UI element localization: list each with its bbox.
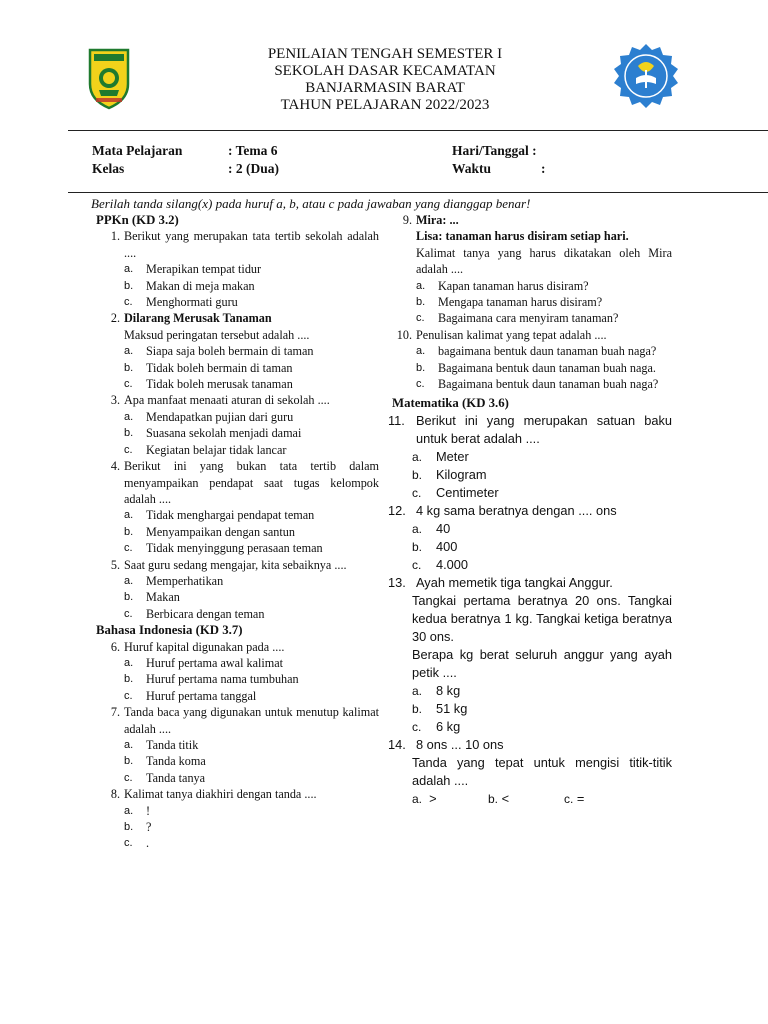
option-b[interactable]: b. Huruf pertama nama tumbuhan [124, 672, 299, 687]
option-text: . [146, 836, 150, 851]
option-c[interactable]: c. Huruf pertama tanggal [124, 688, 257, 703]
option-text: Siapa saja boleh bermain di taman [146, 344, 314, 359]
option-text: 6 kg [436, 718, 461, 734]
option-c[interactable]: c. Tidak boleh merusak tanaman [124, 377, 293, 392]
option-text: 8 kg [436, 682, 461, 698]
option-text: Bagaimana bentuk daun tanaman buah naga? [438, 377, 659, 392]
option-text: Tanda titik [146, 738, 199, 752]
option-text: 40 [436, 520, 451, 536]
option-text: Memperhatikan [146, 573, 224, 588]
question-text: Ayah memetik tiga tangkai Anggur. [416, 574, 613, 590]
option-c[interactable]: c. Berbicara dengan teman [124, 606, 265, 621]
question-number: 3. [110, 393, 120, 408]
option-b[interactable]: b. Menyampaikan dengan santun [124, 524, 295, 539]
option-a[interactable]: a. Merapikan tempat tidur [124, 262, 262, 277]
question-subtext: Tanda yang tepat untuk mengisi titik-titik adalah .... [412, 754, 672, 788]
question-text: Mira: ... [416, 213, 459, 227]
option-c[interactable]: c. Menghormati guru [124, 295, 238, 310]
option-text: Centimeter [436, 484, 499, 500]
question-number: 13. [388, 574, 406, 590]
exam-title [160, 46, 610, 114]
question-3 [96, 392, 379, 408]
option-b[interactable]: b. Bagaimana bentuk daun tanaman buah naga. [416, 360, 656, 375]
section-bahasa-indonesia: Bahasa Indonesia (KD 3.7) [96, 623, 243, 638]
option-text: Bagaimana cara menyiram tanaman? [438, 311, 619, 326]
option-text: Huruf pertama tanggal [146, 688, 257, 703]
option-text: bagaimana bentuk daun tanaman buah naga? [438, 344, 657, 359]
option-b[interactable]: b. 400 [412, 538, 458, 554]
question-14 [388, 736, 672, 754]
option-a[interactable]: a. Tidak menghargai pendapat teman [124, 508, 315, 523]
option-a[interactable]: a. Siapa saja boleh bermain di taman [124, 344, 314, 359]
option-b[interactable]: b. Tidak boleh bermain di taman [124, 360, 293, 375]
option-b[interactable]: b. Makan di meja makan [124, 278, 255, 293]
option-text: 51 kg [436, 700, 468, 716]
option-text: Kilogram [436, 466, 487, 482]
option-a[interactable]: a. Kapan tanaman harus disiram? [416, 278, 589, 293]
question-10 [388, 327, 672, 343]
question-12 [388, 502, 672, 520]
title-line-4: TAHUN PELAJARAN 2022/2023 [280, 97, 490, 113]
option-b[interactable]: b. Kilogram [412, 466, 487, 482]
question-text: Saat guru sedang mengajar, kita sebaiknya .... [124, 557, 347, 572]
option-text: Tidak menghargai pendapat teman [146, 508, 315, 523]
tut-wuri-handayani-logo-icon [612, 42, 680, 110]
question-text: 4 kg sama beratnya dengan .... ons [416, 502, 617, 518]
question-text: Kalimat tanya diakhiri dengan tanda .... [124, 787, 317, 802]
question-13 [388, 574, 672, 592]
option-a[interactable]: a. ! [124, 803, 151, 818]
option-text: Tanda tanya [146, 770, 206, 785]
option-a[interactable]: a. Memperhatikan [124, 573, 224, 588]
option-b[interactable]: b. Tanda koma [124, 754, 206, 769]
question-subtext: Tangkai pertama beratnya 20 ons. Tangkai kedua beratnya 1 kg. Tangkai ketiga beratnya 30 ons. [412, 592, 672, 644]
question-subtext: Kalimat tanya yang harus dikatakan oleh Mira adalah .... [416, 245, 672, 277]
option-c[interactable]: c. Tanda tanya [124, 770, 206, 785]
option-text: 4.000 [436, 556, 469, 572]
mapel-label: Mata Pelajaran [92, 143, 183, 158]
instruction-text: Berilah tanda silang(x) pada huruf a, b, atau c pada jawaban yang dianggap benar! [91, 196, 531, 211]
question-subtext: Maksud peringatan tersebut adalah .... [124, 327, 310, 342]
option-text: Kegiatan belajar tidak lancar [146, 442, 287, 457]
option-b[interactable]: b. Makan [124, 590, 180, 605]
question-text: Berikut ini yang merupakan satuan baku untuk berat adalah .... [416, 412, 672, 446]
question-number: 9. [402, 213, 412, 227]
banjarmasin-emblem-icon [87, 46, 131, 110]
option-a[interactable]: a. Tanda titik [124, 738, 199, 752]
waktu-label: Waktu [452, 161, 492, 176]
kelas-value: : 2 (Dua) [228, 161, 279, 176]
section-matematika: Matematika (KD 3.6) [392, 396, 509, 411]
question-8 [96, 786, 379, 802]
option-text: Huruf pertama nama tumbuhan [146, 672, 299, 687]
question-number: 12. [388, 502, 406, 518]
question-dialog-line: Lisa: tanaman harus disiram setiap hari. [416, 229, 629, 244]
question-number: 5. [110, 557, 120, 572]
option-a[interactable]: a. Huruf pertama awal kalimat [124, 655, 284, 670]
math-section-body [388, 412, 672, 808]
option-text: Tanda koma [146, 754, 206, 769]
question-number: 2. [110, 311, 120, 326]
question-number: 6. [110, 639, 120, 654]
question-number: 11. [388, 412, 405, 428]
option-a[interactable]: a. Mendapatkan pujian dari guru [124, 409, 294, 424]
question-11 [388, 412, 672, 448]
option-b[interactable]: b. Mengapa tanaman harus disiram? [416, 295, 603, 310]
left-column [96, 212, 379, 852]
section-ppkn: PPKn (KD 3.2) [96, 213, 179, 227]
option-text: Berbicara dengan teman [146, 606, 265, 621]
question-6 [96, 639, 379, 655]
option-row [388, 790, 672, 808]
question-number: 8. [110, 787, 120, 802]
waktu-colon: : [541, 161, 546, 176]
question-number: 4. [110, 459, 120, 474]
question-text: 8 ons ... 10 ons [416, 736, 504, 752]
option-a[interactable]: a. 40 [412, 520, 451, 536]
question-1 [96, 228, 379, 261]
option-c[interactable]: c. 6 kg [412, 718, 461, 734]
question-text: Tanda baca yang digunakan untuk menutup kalimat adalah .... [124, 705, 379, 736]
question-number: 10. [396, 327, 412, 342]
question-number: 7. [110, 705, 120, 720]
option-a[interactable]: a. 8 kg [412, 682, 461, 698]
option-text: Tidak menyinggung perasaan teman [146, 541, 323, 556]
option-text: Makan [146, 590, 180, 605]
header-bottom-divider [68, 192, 768, 193]
option-text: Meter [436, 448, 469, 464]
option-a[interactable]: a. Meter [412, 448, 469, 464]
question-number: 1. [110, 229, 120, 244]
option-c[interactable]: c. Centimeter [412, 484, 499, 500]
question-2 [96, 310, 379, 326]
question-text: Apa manfaat menaati aturan di sekolah .... [124, 393, 330, 408]
mapel-value: : Tema 6 [228, 143, 278, 158]
option-text: Kapan tanaman harus disiram? [438, 278, 589, 293]
option-text: Suasana sekolah menjadi damai [146, 426, 302, 441]
option-c[interactable]: c. = [564, 790, 585, 806]
title-line-3: BANJARMASIN BARAT [305, 80, 465, 96]
question-subtext: Berapa kg berat seluruh anggur yang ayah petik .... [412, 646, 672, 680]
option-b[interactable]: b. 51 kg [412, 700, 468, 716]
option-text: = [576, 790, 585, 806]
option-text: Bagaimana bentuk daun tanaman buah naga. [438, 360, 656, 375]
option-text: Menghormati guru [146, 295, 238, 310]
header-top-divider [68, 130, 768, 131]
question-text: Penulisan kalimat yang tepat adalah .... [416, 327, 607, 342]
title-line-2: SEKOLAH DASAR KECAMATAN [274, 63, 496, 79]
option-text: Mendapatkan pujian dari guru [146, 409, 294, 424]
option-text: 400 [436, 538, 458, 554]
question-text: Berikut ini yang bukan tata tertib dalam menyampaikan pendapat saat tugas kelompok adalah .... [124, 459, 379, 506]
question-9 [388, 212, 672, 228]
option-text: Mengapa tanaman harus disiram? [438, 295, 603, 310]
option-b[interactable]: b. ? [124, 820, 152, 835]
option-c[interactable]: c. 4.000 [412, 556, 469, 572]
option-text: Huruf pertama awal kalimat [146, 655, 284, 670]
option-c[interactable]: c. Bagaimana cara menyiram tanaman? [416, 311, 619, 326]
option-text: Menyampaikan dengan santun [146, 524, 295, 539]
option-a[interactable]: a. > [412, 790, 437, 806]
option-b[interactable]: b. < [488, 790, 510, 806]
option-text: Merapikan tempat tidur [146, 262, 262, 277]
kelas-label: Kelas [92, 161, 125, 176]
option-text: Tidak boleh bermain di taman [146, 360, 293, 375]
option-a[interactable]: a. bagaimana bentuk daun tanaman buah naga? [416, 344, 657, 359]
question-4 [96, 458, 379, 507]
option-text: Tidak boleh merusak tanaman [146, 377, 293, 392]
option-c[interactable]: c. Tidak menyinggung perasaan teman [124, 541, 323, 556]
question-number: 14. [388, 736, 406, 752]
option-c[interactable]: c. . [124, 836, 150, 851]
question-7 [96, 704, 379, 737]
option-text: > [429, 790, 437, 806]
option-text: ! [146, 803, 151, 818]
question-text: Dilarang Merusak Tanaman [124, 311, 272, 326]
option-text: ? [146, 820, 152, 835]
option-text: Makan di meja makan [146, 278, 255, 293]
right-column [388, 212, 672, 808]
option-text: < [501, 790, 510, 806]
option-b[interactable]: b. Suasana sekolah menjadi damai [124, 426, 302, 441]
hari-tanggal-label: Hari/Tanggal : [452, 143, 537, 158]
title-line-1: PENILAIAN TENGAH SEMESTER I [267, 46, 503, 62]
question-text: Huruf kapital digunakan pada .... [124, 639, 285, 654]
question-5 [96, 557, 379, 573]
option-c[interactable]: c. Bagaimana bentuk daun tanaman buah naga? [416, 377, 659, 392]
question-text: Berikut yang merupakan tata tertib sekolah adalah .... [124, 229, 379, 260]
option-c[interactable]: c. Kegiatan belajar tidak lancar [124, 442, 287, 457]
